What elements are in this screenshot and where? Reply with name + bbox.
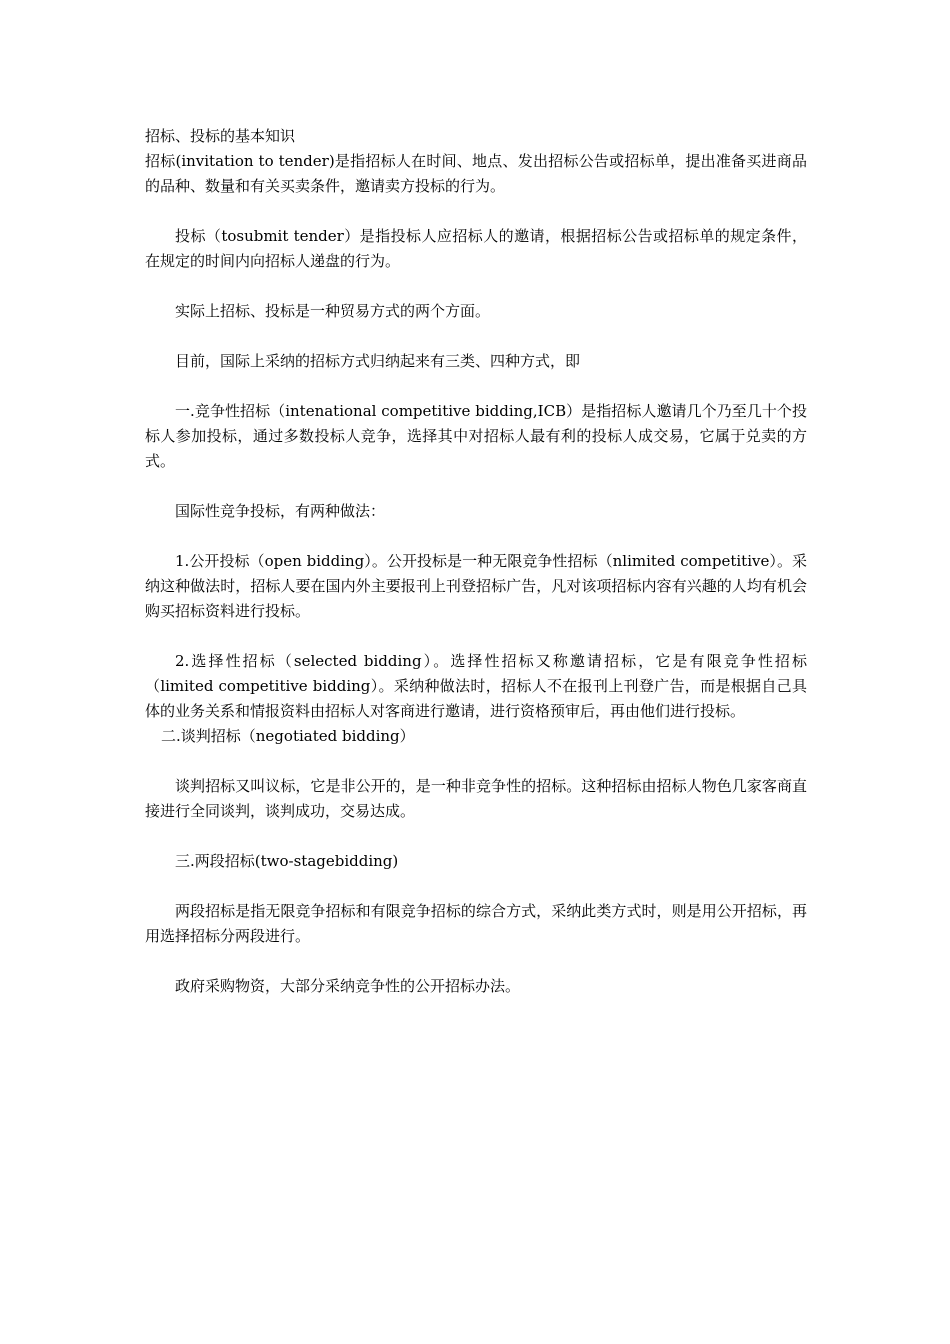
document-body — [145, 124, 807, 999]
paragraph-submit-tender: 投标（tosubmit tender）是指投标人应招标人的邀请，根据招标公告或招标单的规定条件，在规定的时间内向招标人递盘的行为。 — [145, 227, 807, 270]
paragraph-two-stage-detail: 两段招标是指无限竞争招标和有限竞争招标的综合方式，采纳此类方式时，则是用公开招标，再用选择招标分两段进行。 — [145, 902, 807, 945]
paragraph-spacer — [145, 374, 807, 399]
paragraph-spacer — [145, 474, 807, 499]
paragraph-competitive-bidding: 一.竞争性招标（intenational competitive bidding,ICB）是指招标人邀请几个乃至几十个投标人参加投标，通过多数投标人竞争，选择其中对招标人最有利的投标人成交易，它属于兑卖的方式。 — [145, 402, 807, 470]
paragraph-spacer — [145, 199, 807, 224]
paragraph-negotiated-detail: 谈判招标又叫议标，它是非公开的，是一种非竞争性的招标。这种招标由招标人物色几家客商直接进行全同谈判，谈判成功，交易达成。 — [145, 777, 807, 820]
paragraph-spacer — [145, 874, 807, 899]
paragraph-spacer — [145, 624, 807, 649]
heading-two-stage-bidding: 三.两段招标(two-stagebidding) — [175, 852, 399, 870]
paragraph-invitation-to-tender: 招标(invitation to tender)是指招标人在时间、地点、发出招标公告或招标单，提出准备买进商品的品种、数量和有关买卖条件，邀请卖方投标的行为。 — [145, 152, 807, 195]
paragraph-spacer — [145, 749, 807, 774]
paragraph-spacer — [145, 824, 807, 849]
paragraph-two-aspects: 实际上招标、投标是一种贸易方式的两个方面。 — [175, 302, 491, 320]
paragraph-spacer — [145, 274, 807, 299]
document-title: 招标、投标的基本知识 — [145, 127, 296, 145]
heading-negotiated-bidding: 二.谈判招标（negotiated bidding） — [161, 727, 415, 745]
paragraph-spacer — [145, 324, 807, 349]
paragraph-spacer — [145, 524, 807, 549]
paragraph-selected-bidding: 2.选择性招标（selected bidding）。选择性招标又称邀请招标，它是有限竞争性招标（limited competitive bidding）。采纳种做法时，招标人不在报刊上刊登广告，而是根据自己具体的业务关系和情报资料由招标人对客商进行邀请，进行资格预审后，再由他们进行投标。 — [145, 652, 807, 720]
paragraph-spacer — [145, 949, 807, 974]
paragraph-open-bidding: 1.公开投标（open bidding）。公开投标是一种无限竞争性招标（nlimited competitive）。采纳这种做法时，招标人要在国内外主要报刊上刊登招标广告，凡对该项招标内容有兴趣的人均有机会购买招标资料进行投标。 — [145, 552, 807, 620]
paragraph-government-procurement: 政府采购物资，大部分采纳竞争性的公开招标办法。 — [175, 977, 521, 995]
paragraph-two-approaches: 国际性竞争投标，有两种做法： — [175, 502, 386, 520]
paragraph-methods-intro: 目前，国际上采纳的招标方式归纳起来有三类、四种方式，即 — [175, 352, 581, 370]
